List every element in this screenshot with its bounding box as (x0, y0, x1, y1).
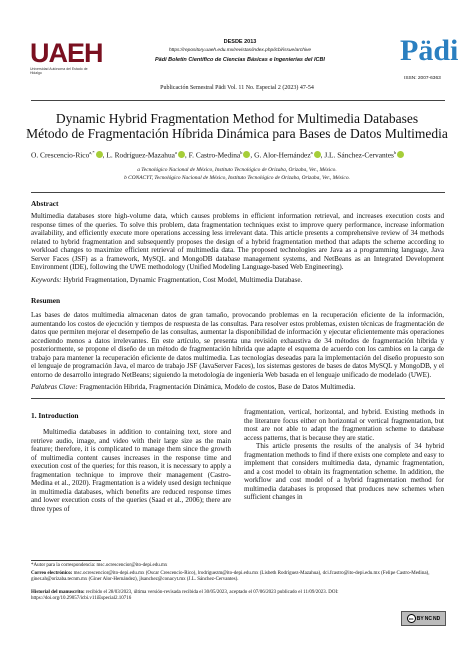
issn: ISSN: 2007-6363 (404, 76, 441, 81)
title-english: Dynamic Hybrid Fragmentation Method for Multimedia Databases (55, 111, 419, 126)
padi-logo (400, 34, 459, 72)
header-divider (31, 100, 445, 101)
author-mark: b (393, 150, 397, 155)
author-list: O. Crescencio-Rico$^{a,*}$ , L. Rodríguez-Mazahua$^a$ , F. Castro-Medina$^b$ , G. Alor-Hernández$^a$ , J.L. Sánchez-Cervantes$^b$ (31, 150, 451, 159)
author-mark: a (310, 150, 313, 155)
palabras-clave-value: Fragmentación Híbrida, Fragmentación Dinámica, Modelo de costos, Base de Datos Multimedia. (79, 383, 356, 391)
nc-icon: NC (424, 615, 432, 622)
author: L. Rodríguez-Mazahua (106, 150, 175, 160)
email-note (31, 571, 444, 583)
abstract-text: Multimedia databases store high-volume data, which causes problems in efficient information retrieval, and increases execution costs and response times of the queries. To solve this problem, data fragmentation techniques exist to improve query performance, increase information availability, and efficiently execute more operations accessing less irrelevant data. This article presents a comprehensive review of 34 methods related to hybrid fragmentation and subsequently proposes the design of a hybrid fragmentation method that adapts the scheme according to workload changes to maximize efficient retrieval of multimedia data. The proposed technologies are Java as a programming language, Java Server Faces (JSF) as a framework, MySQL and MongoDB database management systems, and NetBeans as an Integrated Development Environment (IDE), following the UWE methodology (Unified Modeling Language-based Web Engineering). (31, 212, 444, 271)
padi-logo-text: Pädi (400, 34, 459, 67)
by-icon: BY (416, 615, 424, 622)
orcid-icon[interactable] (96, 151, 103, 158)
column-left (31, 408, 231, 513)
history-note (31, 590, 391, 602)
orcid-icon[interactable] (314, 151, 321, 158)
author-mark: a (174, 150, 177, 155)
author: O. Crescencio-Rico (31, 150, 90, 160)
abstract-heading: Abstract (31, 199, 59, 208)
affiliation-divider (31, 192, 445, 193)
email-list: msc.ocrescencior@ito-depi.edu.mx (Oscar Crescencio-Rico), lrodriguezm@ito-depi.edu.mx (Lisbeth Rodríguez-Mazahua), dci.fcastro@ito-depi.edu.mx (Felipe Castro-Medina), giner.ah@orizaba.tecnm.mx (Giner Alor-Hernández), jlsanchez@conacyt.mx (J.L. Sánchez-Cervantes). (31, 571, 430, 582)
since-label: DESDE 2013 (223, 39, 257, 45)
affiliation: b CONACYT, Tecnológico Nacional de México, Instituto Tecnológico de Orizaba, Orizaba, Ver., México. (124, 175, 350, 181)
resumen-heading: Resumen (31, 296, 61, 305)
resumen-text: Las bases de datos multimedia almacenan datos de gran tamaño, provocando problemas en la recuperación eficiente de la información, aumentando los costos de ejecución y tiempos de respuesta de las consultas. Para resolver estos problemas, existen técnicas de fragmentación de datos que permiten mejorar el desempeño de las consultas, aumentar la disponibilidad de información y ejecutar eficientemente más operaciones accediendo menos a datos irrelevantes. En este artículo, se presenta una revisión exhaustiva de 34 métodos de fragmentación híbrida y posteriormente, se propone el diseño de un método de fragmentación híbrida que adapte el esquema de acuerdo con los cambios en la carga de trabajo para mantener la recuperación eficiente de datos multimedia. Las tecnologías deseadas para la implementación del diseño propuesto son el lenguaje de programación Java, el marco de trabajo JSF (JavaServer Faces), los sistemas gestores de bases de datos MySQL y MongoDB, y el entorno de desarrollo integrado NetBeans; siguiendo la metodología de ingeniería Web basada en el lenguaje unificado de modelado (UWE). (31, 311, 444, 379)
uaeh-logo-subtitle: Universidad Autónoma del Estado de Hidalgo (30, 67, 88, 75)
author: F. Castro-Medina (188, 150, 241, 160)
introduction-text: fragmentation, vertical, horizontal, and hybrid. Existing methods in the literature focus either on horizontal or vertical fragmentation, but most are not able to adapt the fragmentation scheme to database access patterns, that is because they are static. (244, 408, 444, 442)
history-label: Historial del manuscrito: (31, 590, 85, 595)
author: J.L. Sánchez-Cervantes (324, 150, 394, 160)
author-mark: b (240, 150, 243, 155)
column-right (244, 408, 444, 502)
orcid-icon[interactable] (397, 151, 404, 158)
uaeh-logo-text: UAEH (30, 38, 103, 68)
journal-name: Pädi Boletín Científico de Ciencias Básicas e Ingenierías del ICBI (155, 57, 325, 63)
keywords-value: Hybrid Fragmentation, Dynamic Fragmentation, Cost Model, Multimedia Database. (63, 276, 303, 284)
affiliation: a Tecnológico Nacional de México, Instituto Tecnológico de Orizaba, Orizaba, Ver., México. (137, 167, 337, 173)
introduction-text: This article presents the results of the analysis of 34 hybrid fragmentation methods to find if there exists one complete and easy to implement that considers multimedia data, dynamic fragmentation, and a cost model to obtain its fragmentation scheme. In addition, the workflow and cost model of a hybrid fragmentation method for multimedia databases is proposed that produces new schemes when sufficient changes in (244, 442, 444, 501)
uaeh-logo (30, 38, 103, 80)
corresponding-author: *Autor para la correspondencia: msc.ocrescencior@ito-depi.edu.mx (31, 563, 168, 568)
introduction-heading: 1. Introduction (31, 411, 79, 420)
orcid-icon[interactable] (178, 151, 185, 158)
author: G. Alor-Hernández (254, 150, 311, 160)
author-mark: a,* (89, 150, 95, 155)
keywords (31, 276, 444, 284)
email-label: Correo electrónico: (31, 571, 73, 576)
orcid-icon[interactable] (243, 151, 250, 158)
cc-license-badge[interactable] (401, 611, 446, 626)
title-spanish: Método de Fragmentación Híbrida Dinámica para Bases de Datos Multimedia (26, 126, 448, 141)
journal-url-link[interactable]: https://repository.uaeh.edu.mx/revistas/index.php/icbi/issue/archive (168, 48, 312, 53)
keywords-label: Keywords: (31, 276, 62, 284)
palabras-clave (31, 383, 444, 391)
body-divider (31, 398, 445, 399)
nd-icon: ND (432, 615, 441, 622)
publication-info: Publicación Semestral Pädi Vol. 11 No. Especial 2 (2023) 47-54 (160, 85, 314, 91)
footnote-divider (31, 560, 101, 561)
history-text: recibido el 28/03/2023, última versión-revisada recibida el 30/05/2023, aceptado el 07/06/2023 publicado el 11/09/2023. DOI: https://doi.org/10.29057/icbi.v11iEspecial2.10716 (31, 590, 339, 601)
palabras-clave-label: Palabras Clave: (31, 383, 78, 391)
introduction-text: Multimedia databases in addition to containing text, store and retrieve audio, image, and video with their large size as the main feature; therefore, it is complicated to manage them since the growth of multimedia content causes increases in the response time and execution cost of the queries; for this reason, it is necessary to apply a fragmentation technique to improve their management (Castro-Medina et al., 2020). Fragmentation is a widely used design technique in multimedia databases, which benefits are reduced response times and lower execution costs of the queries (Saad et al., 2006); there are three types of (31, 428, 231, 513)
cc-icon: cc (407, 614, 416, 623)
